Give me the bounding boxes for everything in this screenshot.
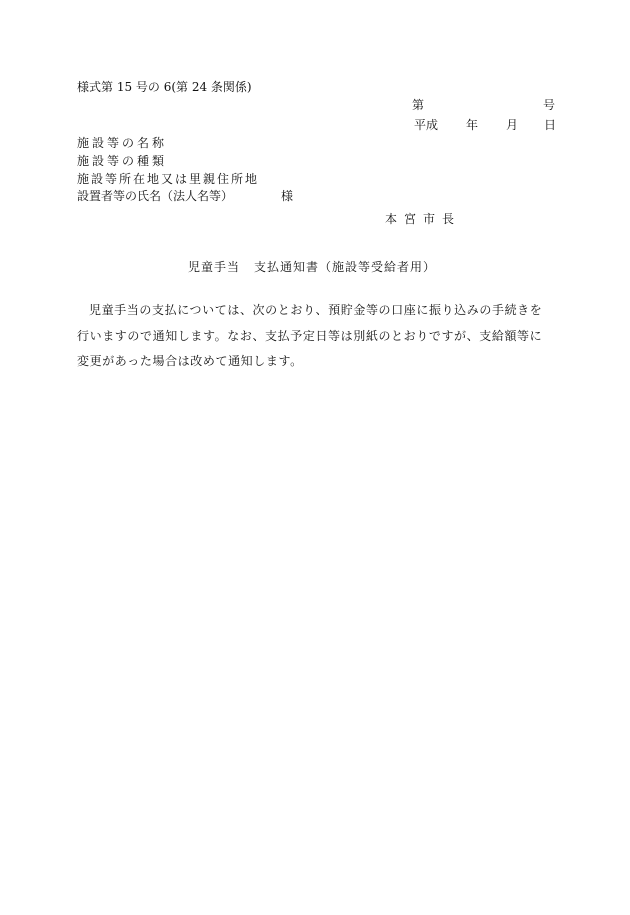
form-number: 様式第 15 号の 6(第 24 条関係) (77, 80, 252, 94)
facility-name-label: 施設等の名称 (77, 136, 168, 150)
date-year-label: 年 (466, 118, 479, 132)
body-line-2: 行いますので通知します。なお、支払予定日等は別紙のとおりですが、支給額等に (77, 328, 543, 343)
document-date (414, 118, 555, 132)
title-part-1: 児童手当 (188, 260, 241, 274)
document-number-suffix: 号 (542, 98, 555, 112)
document-number-prefix: 第 (412, 98, 425, 112)
document-title (188, 260, 436, 274)
date-era: 平成 (414, 118, 439, 132)
facility-address-label: 施設等所在地又は里親住所地 (77, 172, 260, 186)
date-day-label: 日 (544, 118, 557, 132)
honorific: 様 (281, 189, 294, 203)
facility-type-label: 施設等の種類 (77, 154, 168, 168)
body-paragraph (77, 298, 562, 375)
sender-mayor: 本宮市長 (385, 212, 462, 226)
owner-label: 設置者等の氏名（法人名等） (77, 189, 234, 203)
body-line-1: 児童手当の支払については、次のとおり、預貯金等の口座に振り込みの手続きを (89, 303, 543, 317)
title-part-2: 支払通知書（施設等受給者用） (254, 260, 437, 274)
date-month-label: 月 (506, 118, 519, 132)
owner-line (77, 189, 293, 203)
body-line-3: 変更があった場合は改めて通知します。 (77, 354, 303, 368)
